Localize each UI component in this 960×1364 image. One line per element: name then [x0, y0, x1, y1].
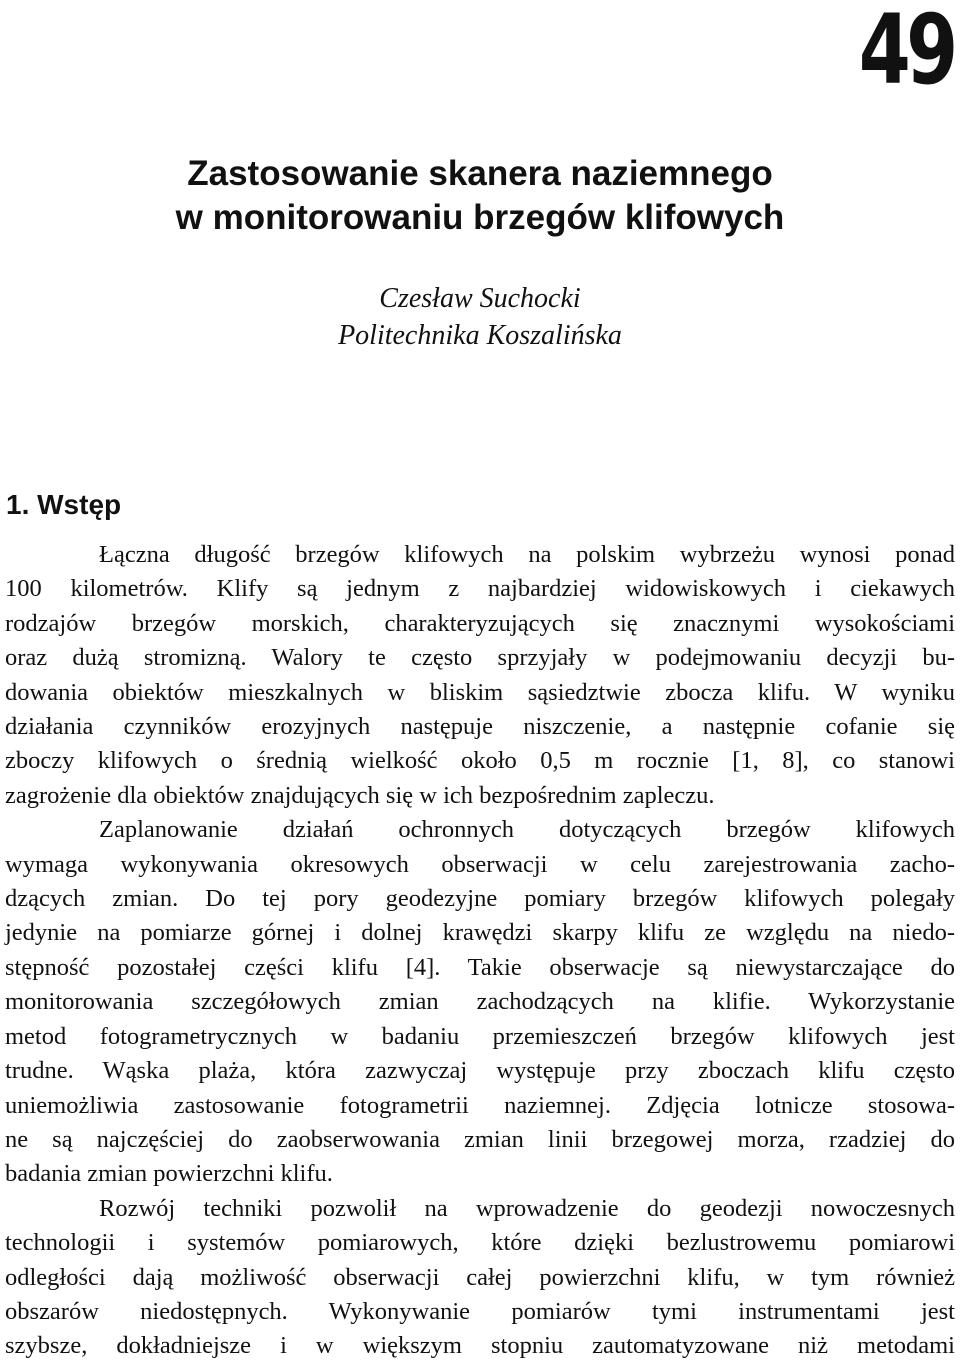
text-line: technologii i systemów pomiarowych, które dzięki bezlustrowemu pomiarowi: [5, 1229, 955, 1257]
text-line: działania czynników erozyjnych następuje niszczenie, a następnie cofanie się: [5, 713, 955, 741]
title-line-2: w monitorowaniu brzegów klifowych: [175, 198, 785, 237]
text-line: trudne. Wąska plaża, która zazwyczaj występuje przy zboczach klifu często: [5, 1057, 955, 1085]
text-line: dzących zmian. Do tej pory geodezyjne pomiary brzegów klifowych polegały: [5, 885, 955, 913]
paragraph-3: [5, 1192, 955, 1364]
text-line: badania zmian powierzchni klifu.: [5, 1160, 333, 1188]
text-line: Łączna długość brzegów klifowych na polskim wybrzeżu wynosi ponad: [99, 541, 955, 568]
text-line: stępność pozostałej części klifu [4]. Takie obserwacje są niewystarczające do: [5, 953, 955, 981]
title-line-1: Zastosowanie skanera naziemnego: [187, 154, 773, 193]
text-line: odległości dają możliwość obserwacji całej powierzchni klifu, w tym również: [5, 1263, 955, 1291]
paragraph-1: [5, 538, 955, 813]
text-line: 100 kilometrów. Klify są jednym z najbardziej widowiskowych i ciekawych: [5, 575, 955, 603]
author-affiliation: Politechnika Koszalińska: [338, 320, 622, 351]
text-line: Zaplanowanie działań ochronnych dotyczących brzegów klifowych: [99, 816, 955, 844]
text-line: szybsze, dokładniejsze i w większym stopniu zautomatyzowane niż metodami: [5, 1332, 955, 1360]
text-line: ne są najczęściej do zaobserwowania zmian linii brzegowej morza, rzadziej do: [5, 1125, 955, 1153]
article-title: [0, 152, 960, 240]
text-line: wymaga wykonywania okresowych obserwacji w celu zarejestrowania zacho-: [5, 850, 955, 878]
text-line: zboczy klifowych o średnią wielkość około 0,5 m rocznie [1, 8], co stanowi: [5, 747, 955, 775]
text-line: metod fotogrametrycznych w badaniu przemieszczeń brzegów klifowych jest: [5, 1022, 955, 1050]
author-name: Czesław Suchocki: [379, 283, 581, 314]
chapter-number: 49: [859, 0, 954, 106]
text-line: jedynie na pomiarze górnej i dolnej krawędzi skarpy klifu ze względu na niedo-: [5, 919, 955, 947]
text-line: obszarów niedostępnych. Wykonywanie pomiarów tymi instrumentami jest: [5, 1297, 955, 1325]
text-line: zagrożenie dla obiektów znajdujących się w ich bezpośrednim zapleczu.: [5, 781, 715, 809]
paragraph-2: [5, 813, 955, 1191]
text-line: Rozwój techniki pozwolił na wprowadzenie do geodezji nowoczesnych: [99, 1194, 955, 1222]
author-block: [0, 280, 960, 354]
text-line: monitorowania szczegółowych zmian zachodzących na klifie. Wykorzystanie: [5, 988, 955, 1016]
body-text: [5, 538, 955, 1364]
text-line: uniemożliwia zastosowanie fotogrametrii naziemnej. Zdjęcia lotnicze stosowa-: [5, 1091, 955, 1119]
text-line: dowania obiektów mieszkalnych w bliskim sąsiedztwie zbocza klifu. W wyniku: [5, 678, 955, 706]
text-line: rodzajów brzegów morskich, charakteryzujących się znacznymi wysokościami: [5, 609, 955, 637]
text-line: oraz dużą stromizną. Walory te często sprzyjały w podejmowaniu decyzji bu-: [5, 644, 955, 672]
section-heading: 1. Wstęp: [6, 489, 122, 520]
